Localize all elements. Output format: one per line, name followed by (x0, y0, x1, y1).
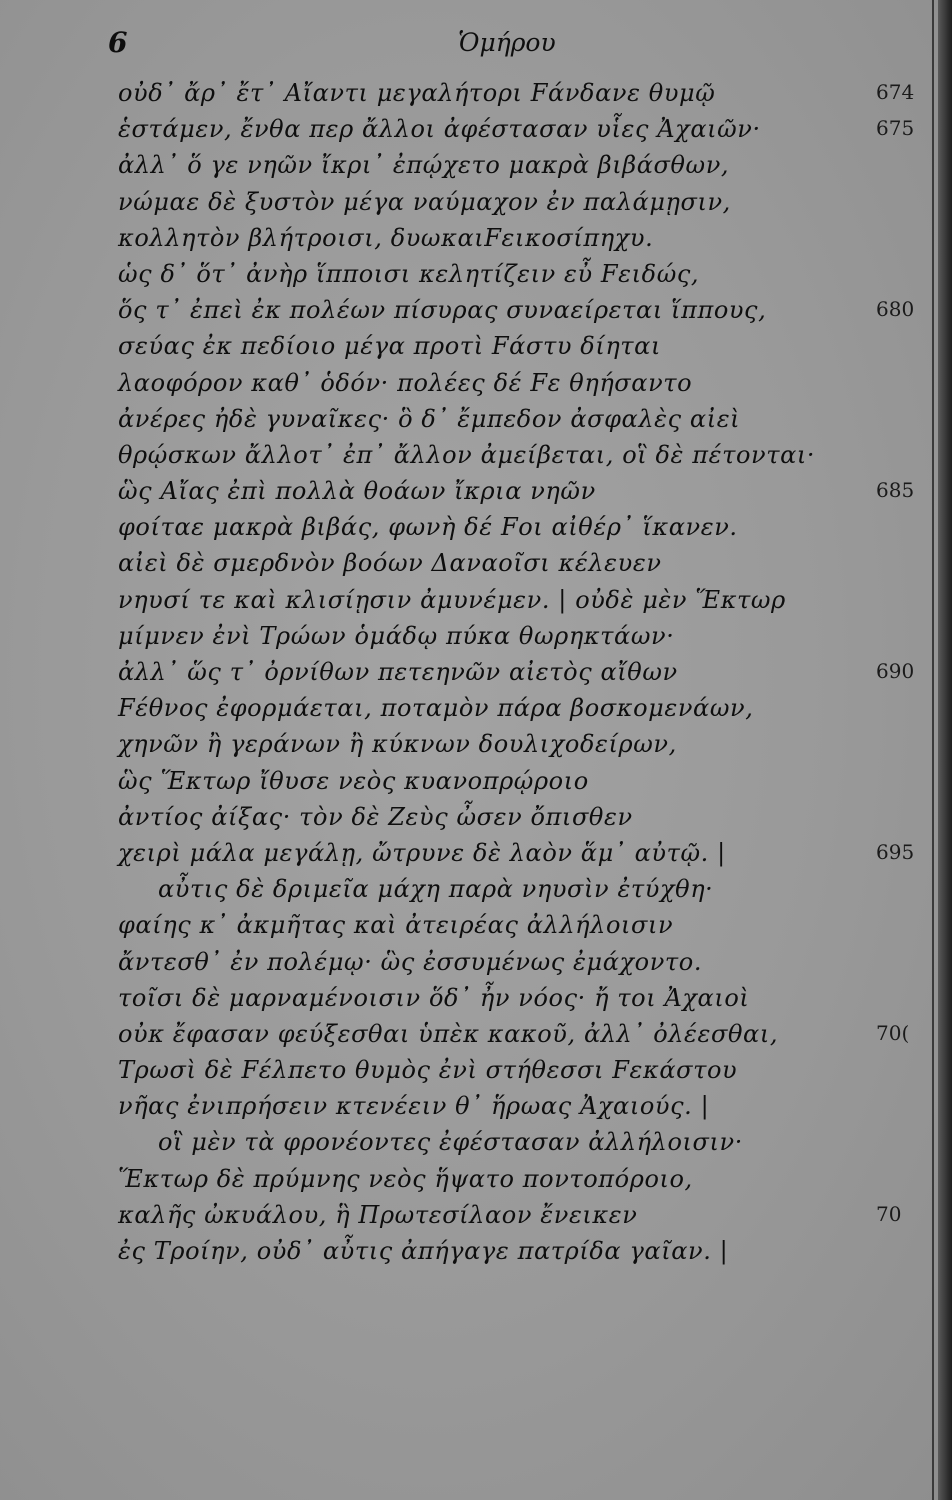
verse-text: ἑστάμεν, ἔνθα περ ἄλλοι ἀφέστασαν υἷες Ἀχαιῶν· (118, 115, 761, 144)
running-title: Ὁμήρου (458, 28, 556, 57)
verse-text: ἄντεσθ᾽ ἐν πολέμῳ· ὣς ἐσσυμένως ἐμάχοντο. (118, 947, 703, 976)
verse-text: οἳ μὲν τὰ φρονέοντες ἐφέστασαν ἀλλήλοισιν· (158, 1128, 743, 1157)
verse-line (0, 220, 952, 256)
verse-text: ὅς τ᾽ ἐπεὶ ἐκ πολέων πίσυρας συναείρεται ἵππους, (118, 296, 767, 325)
verse-line (0, 654, 952, 690)
verse-text: αὖτις δὲ δριμεῖα μάχη παρὰ νηυσὶν ἐτύχθη· (158, 875, 714, 904)
verse-text: φοίταε μακρὰ βιβάς, φωνὴ δέ Fοι αἰθέρ᾽ ἵκανεν. (118, 513, 738, 542)
verse-text: θρῴσκων ἄλλοτ᾽ ἐπ᾽ ἄλλον ἀμείβεται, οἳ δὲ πέτονται· (118, 440, 816, 469)
verse-text: ἐς Τροίην, οὐδ᾽ αὖτις ἀπήγαγε πατρίδα γαῖαν. | (118, 1237, 729, 1265)
verse-line (0, 980, 952, 1016)
verse-line (0, 907, 952, 943)
verse-line (0, 147, 952, 183)
line-number: 675 (876, 116, 915, 141)
line-number: 70 (876, 1201, 902, 1226)
verse-text: σεύας ἐκ πεδίοιο μέγα προτὶ Fάστυ δίηται (118, 332, 661, 361)
line-number: 70( (876, 1020, 910, 1045)
verse-text: καλῆς ὠκυάλου, ἣ Πρωτεσίλαον ἔνεικεν (118, 1200, 638, 1229)
verse-line (0, 401, 952, 437)
verse-text: φαίης κ᾽ ἀκμῆτας καὶ ἀτειρέας ἀλλήλοισιν (118, 911, 674, 940)
line-number: 690 (876, 659, 915, 683)
verse-text: ὣς Ἕκτωρ ἴθυσε νεὸς κυανοπρῴροιο (118, 766, 589, 795)
verse-text: ἀνέρες ἠδὲ γυναῖκες· ὃ δ᾽ ἔμπεδον ἀσφαλὲς αἰεὶ (118, 404, 741, 433)
verse-text: ἀντίος ἀίξας· τὸν δὲ Ζεὺς ὦσεν ὄπισθεν (118, 802, 633, 831)
verse-line (0, 1052, 952, 1088)
verse-text: μίμνεν ἐνὶ Τρώων ὁμάδῳ πύκα θωρηκτάων· (118, 621, 675, 650)
line-number: 685 (876, 478, 915, 503)
verse-line (0, 690, 952, 726)
verse-line (0, 473, 952, 509)
verse-text: ὣς Αἴας ἐπὶ πολλὰ θοάων ἴκρια νηῶν (118, 477, 596, 506)
verse-text: οὐδ᾽ ἄρ᾽ ἔτ᾽ Αἴαντι μεγαλήτορι Fάνδανε θυμῷ (118, 79, 716, 107)
verse-text-block (0, 75, 952, 1269)
verse-text: ἀλλ᾽ ὅ γε νηῶν ἴκρι᾽ ἐπῴχετο μακρὰ βιβάσθων, (118, 151, 730, 180)
verse-text: ἀλλ᾽ ὥς τ᾽ ὀρνίθων πετεηνῶν αἰετὸς αἴθων (118, 658, 678, 686)
verse-line (0, 111, 952, 147)
verse-text: τοῖσι δὲ μαρναμένοισιν ὅδ᾽ ἦν νόος· ἤ τοι Ἀχαιοὶ (118, 983, 750, 1012)
verse-line (0, 545, 952, 581)
line-number: 674 (876, 80, 915, 104)
verse-text: Τρωσὶ δὲ Fέλπετο θυμὸς ἐνὶ στήθεσσι Fεκάστου (118, 1056, 738, 1085)
verse-line (0, 1233, 952, 1269)
verse-line (0, 582, 952, 618)
verse-line (0, 799, 952, 835)
verse-line (0, 292, 952, 328)
verse-line (0, 1016, 952, 1052)
verse-text: νῆας ἐνιπρήσειν κτενέειν θ᾽ ἥρωας Ἀχαιούς. | (118, 1092, 710, 1121)
verse-line (0, 1088, 952, 1124)
verse-line (0, 184, 952, 220)
verse-line (0, 726, 952, 762)
line-number: 695 (876, 839, 915, 864)
verse-text: νώμαε δὲ ξυστὸν μέγα ναύμαχον ἐν παλάμῃσιν, (118, 187, 731, 216)
verse-line (0, 763, 952, 799)
page-header (0, 26, 952, 66)
verse-line (0, 437, 952, 473)
verse-line (0, 871, 952, 907)
verse-line (0, 365, 952, 401)
verse-line (0, 328, 952, 364)
verse-text: ὡς δ᾽ ὅτ᾽ ἀνὴρ ἵπποισι κελητίζειν εὖ Fειδώς, (118, 259, 700, 288)
verse-text: Fέθνος ἐφορμάεται, ποταμὸν πάρα βοσκομενάων, (118, 694, 754, 723)
verse-text: νηυσί τε καὶ κλισίῃσιν ἀμυνέμεν. | οὐδὲ μὲν Ἕκτωρ (118, 585, 786, 614)
line-number: 680 (876, 297, 915, 322)
verse-text: αἰεὶ δὲ σμερδνὸν βοόων Δαναοῖσι κέλευεν (118, 549, 662, 578)
verse-line (0, 618, 952, 654)
verse-line (0, 1124, 952, 1160)
verse-text: κολλητὸν βλήτροισι, δυωκαιFεικοσίπηχυ. (118, 223, 654, 252)
verse-text: χειρὶ μάλα μεγάλῃ, ὤτρυνε δὲ λαὸν ἅμ᾽ αὐτῷ. | (118, 838, 726, 867)
verse-line (0, 944, 952, 980)
verse-line (0, 1197, 952, 1233)
verse-line (0, 509, 952, 545)
verse-line (0, 835, 952, 871)
verse-text: λαοφόρον καθ᾽ ὁδόν· πολέες δέ Fε θηήσαντο (118, 368, 693, 397)
page-number: 6 (108, 26, 128, 59)
verse-text: Ἕκτωρ δὲ πρύμνης νεὸς ἥψατο ποντοπόροιο, (118, 1164, 693, 1193)
verse-line (0, 256, 952, 292)
verse-line (0, 75, 952, 111)
verse-line (0, 1161, 952, 1197)
verse-text: χηνῶν ἢ γεράνων ἢ κύκνων δουλιχοδείρων, (118, 730, 677, 759)
verse-text: οὐκ ἔφασαν φεύξεσθαι ὑπὲκ κακοῦ, ἀλλ᾽ ὀλέεσθαι, (118, 1019, 779, 1048)
